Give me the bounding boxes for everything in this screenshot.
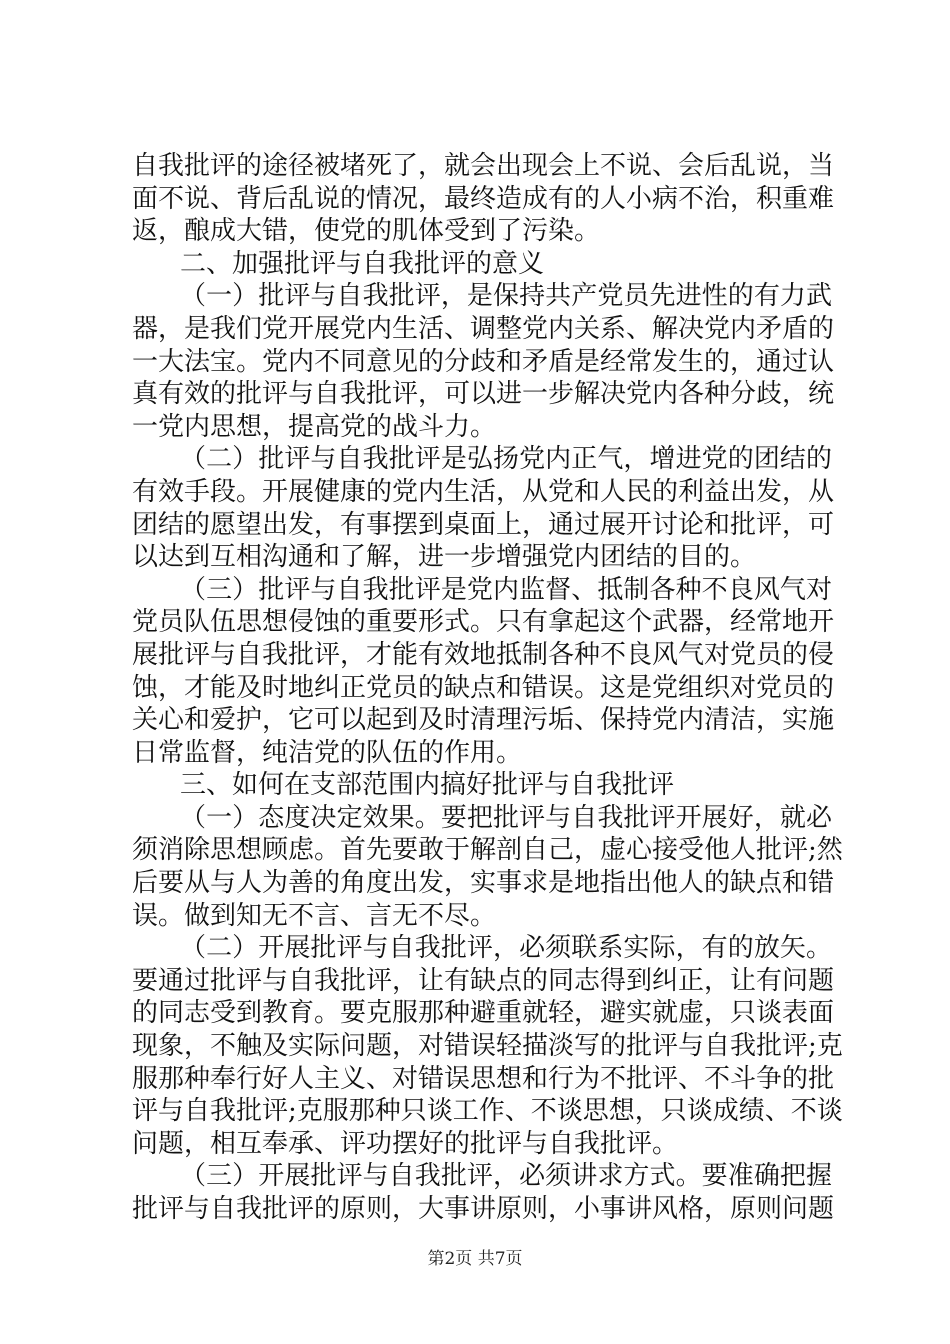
text-line: 日常监督，纯洁党的队伍的作用。 [132, 737, 523, 768]
text-line: 评与自我批评;克服那种只谈工作、不谈思想，只谈成绩、不谈 [132, 1096, 843, 1127]
text-line: （一）态度决定效果。要把批评与自我批评开展好，就必 [180, 802, 832, 833]
text-line: 误。做到知无不言、言无不尽。 [132, 900, 497, 931]
section-heading: 二、加强批评与自我批评的意义 [180, 248, 545, 279]
text-line: 真有效的批评与自我批评，可以进一步解决党内各种分歧，统 [132, 379, 835, 410]
text-line: 展批评与自我批评，才能有效地抵制各种不良风气对党员的侵 [132, 639, 835, 670]
text-line: 问题，相互奉承、评功摆好的批评与自我批评。 [132, 1128, 679, 1159]
text-line: 有效手段。开展健康的党内生活，从党和人民的利益出发，从 [132, 476, 835, 507]
text-line: 后要从与人为善的角度出发，实事求是地指出他人的缺点和错 [132, 868, 835, 899]
text-line: 器，是我们党开展党内生活、调整党内关系、解决党内矛盾的 [132, 313, 835, 344]
text-line: 团结的愿望出发，有事摆到桌面上，通过展开讨论和批评，可 [132, 509, 835, 540]
text-line: 服那种奉行好人主义、对错误思想和行为不批评、不斗争的批 [132, 1063, 835, 1094]
text-line: （二）批评与自我批评是弘扬党内正气，增进党的团结的 [180, 444, 832, 475]
text-line: （三）开展批评与自我批评，必须讲求方式。要准确把握 [180, 1161, 832, 1192]
text-line: （三）批评与自我批评是党内监督、抵制各种不良风气对 [180, 574, 832, 605]
text-line: 蚀，才能及时地纠正党员的缺点和错误。这是党组织对党员的 [132, 672, 835, 703]
text-line: 自我批评的途径被堵死了，就会出现会上不说、会后乱说，当 [132, 151, 835, 181]
text-line: 的同志受到教育。要克服那种避重就轻，避实就虚，只谈表面 [132, 998, 835, 1029]
text-line: 要通过批评与自我批评，让有缺点的同志得到纠正，让有问题 [132, 965, 835, 996]
text-line: 批评与自我批评的原则，大事讲原则，小事讲风格，原则问题 [132, 1194, 835, 1224]
page-number-footer: 第2页 共7页 [427, 1249, 523, 1269]
text-line: 党员队伍思想侵蚀的重要形式。只有拿起这个武器，经常地开 [132, 607, 835, 638]
document-body [132, 150, 843, 1226]
text-line: 须消除思想顾虑。首先要敢于解剖自己，虚心接受他人批评;然 [132, 835, 843, 866]
text-line: 现象，不触及实际问题，对错误轻描淡写的批评与自我批评;克 [132, 1031, 843, 1062]
text-line: （一）批评与自我批评，是保持共产党员先进性的有力武 [180, 281, 832, 312]
text-line: 面不说、背后乱说的情况，最终造成有的人小病不治，积重难 [132, 183, 835, 214]
text-line: 一党内思想，提高党的战斗力。 [132, 411, 497, 442]
text-line: 返，酿成大错，使党的肌体受到了污染。 [132, 216, 601, 247]
text-line: 一大法宝。党内不同意见的分歧和矛盾是经常发生的，通过认 [132, 346, 835, 377]
text-line: （二）开展批评与自我批评，必须联系实际，有的放矢。 [180, 933, 832, 964]
text-line: 关心和爱护，它可以起到及时清理污垢、保持党内清洁，实施 [132, 705, 835, 736]
section-heading: 三、如何在支部范围内搞好批评与自我批评 [180, 770, 675, 801]
text-line: 以达到互相沟通和了解，进一步增强党内团结的目的。 [132, 542, 757, 573]
